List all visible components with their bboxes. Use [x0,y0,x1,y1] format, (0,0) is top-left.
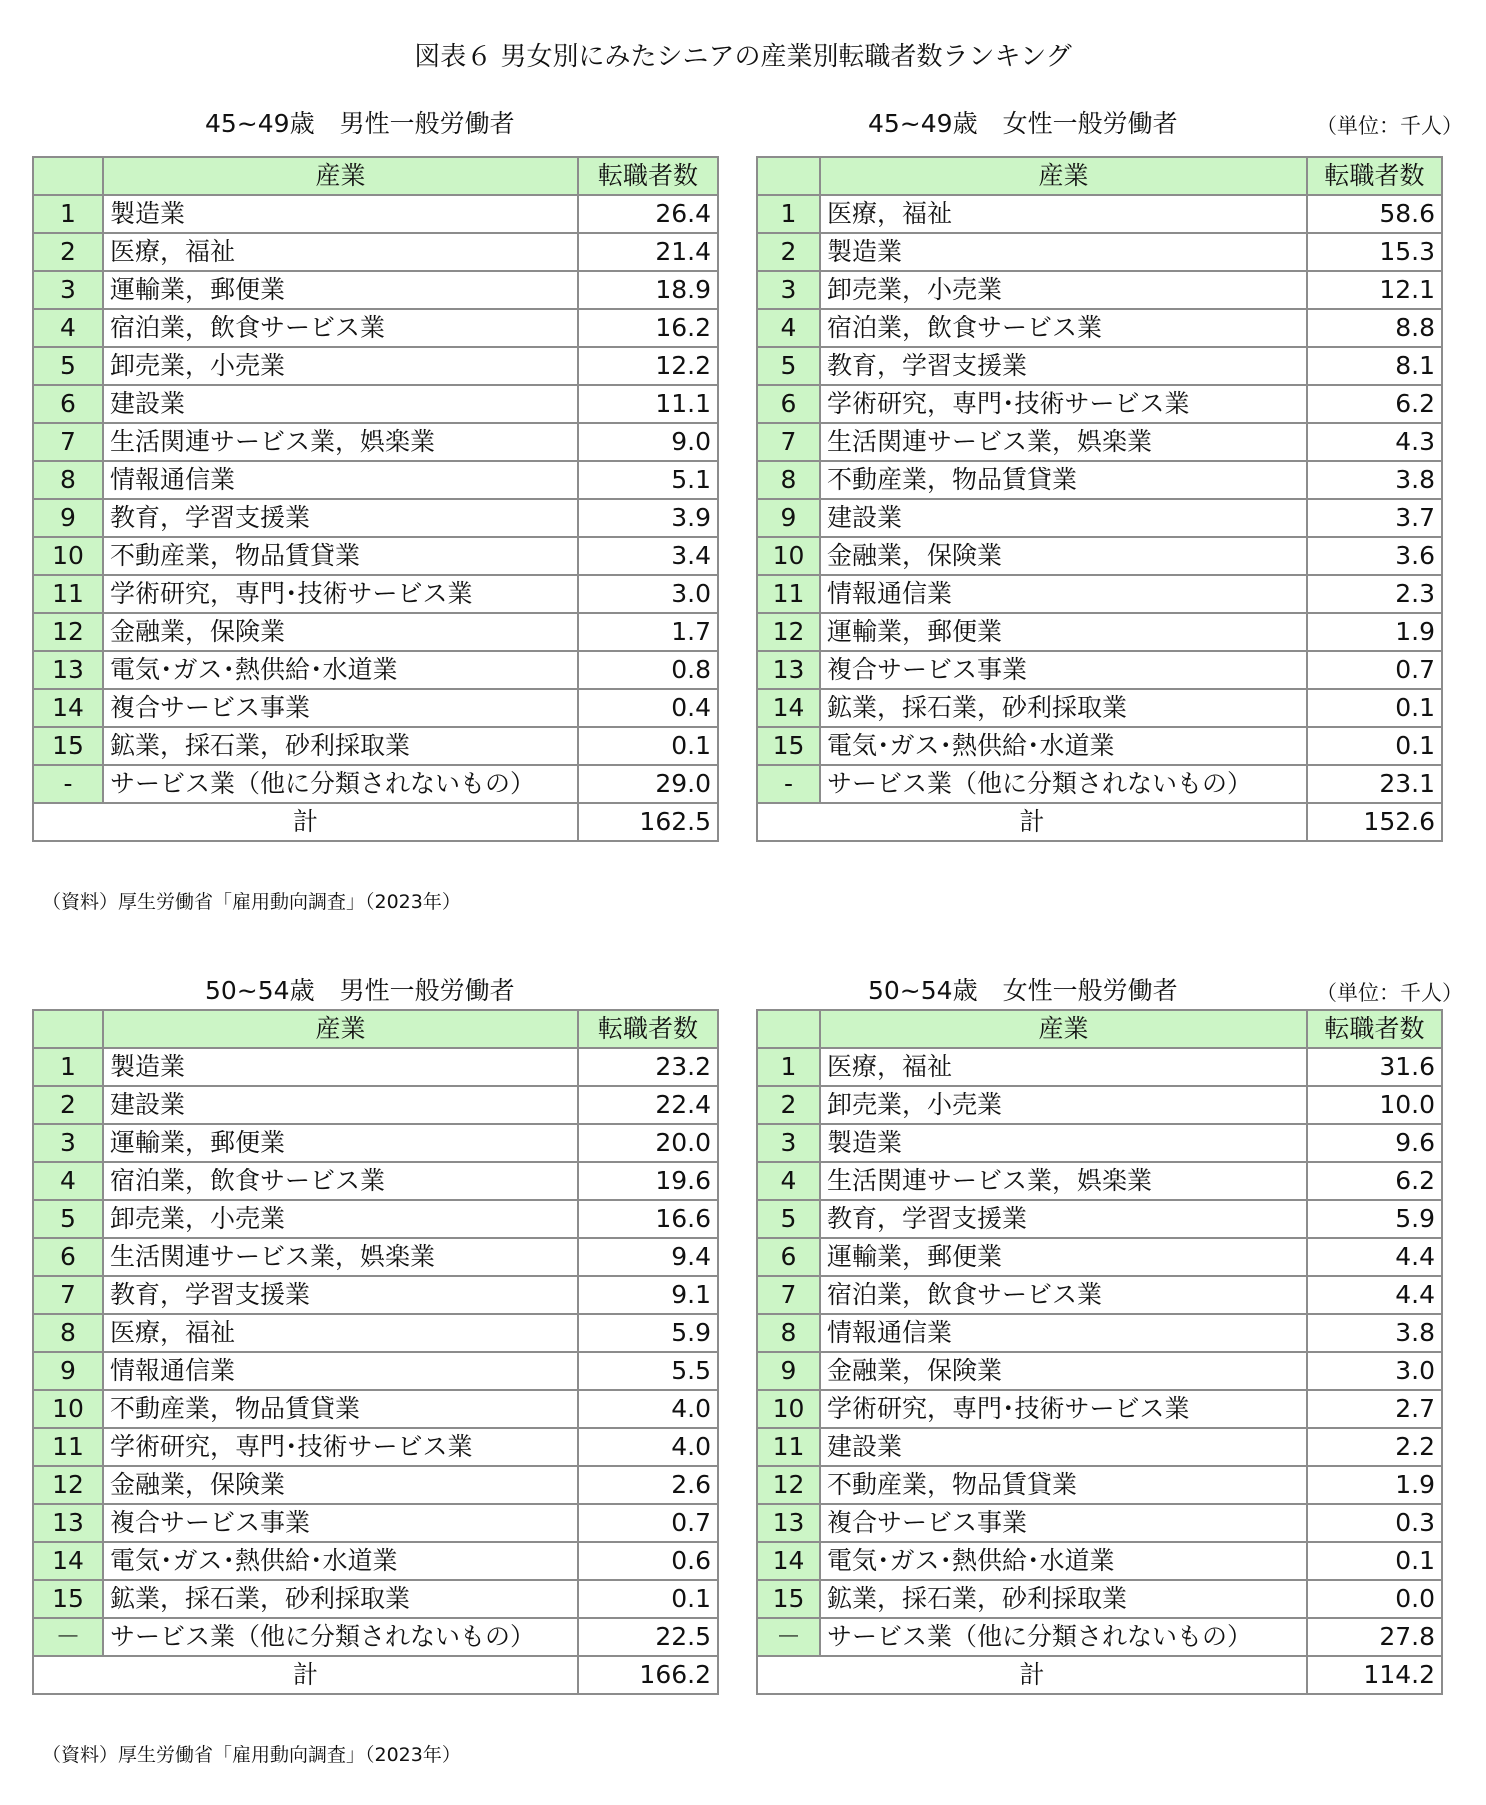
rank-cell: 9 [757,1352,820,1390]
rank-cell: 12 [757,1466,820,1504]
rank-cell: 12 [757,613,820,651]
table-row [757,613,1442,651]
count-cell: 8.1 [1307,347,1442,385]
table-row [757,1200,1442,1238]
rank-cell: 8 [757,461,820,499]
count-cell: 12.1 [1307,271,1442,309]
table-row [33,1580,718,1618]
header-count-cell: 転職者数 [578,157,718,195]
table-row [33,233,718,271]
count-cell: 0.1 [578,1580,718,1618]
rank-cell: 9 [33,499,103,537]
industry-cell: 運輸業，郵便業 [103,271,578,309]
table-row [33,347,718,385]
rank-cell: 3 [757,1124,820,1162]
rank-cell: － [757,1618,820,1656]
table-row [757,765,1442,803]
header-rank-cell [33,157,103,195]
count-cell: 29.0 [578,765,718,803]
industry-cell: 卸売業，小売業 [103,347,578,385]
table-row [33,423,718,461]
industry-cell: 金融業，保険業 [103,1466,578,1504]
count-cell: 3.0 [1307,1352,1442,1390]
rank-cell: 11 [33,1428,103,1466]
count-cell: 16.2 [578,309,718,347]
industry-cell: 金融業，保険業 [820,1352,1307,1390]
industry-cell: 情報通信業 [820,575,1307,613]
count-cell: 0.7 [1307,651,1442,689]
industry-cell: 教育，学習支援業 [103,1276,578,1314]
table-row [757,385,1442,423]
table-row [33,537,718,575]
rank-cell: 2 [33,1086,103,1124]
rank-cell: 5 [33,1200,103,1238]
rank-cell: 3 [33,1124,103,1162]
industry-cell: 電気･ガス･熱供給･水道業 [820,1542,1307,1580]
count-cell: 1.9 [1307,1466,1442,1504]
count-cell: 5.5 [578,1352,718,1390]
rank-cell: 13 [757,1504,820,1542]
rank-cell: 1 [33,1048,103,1086]
table-row [33,1618,718,1656]
industry-cell: 建設業 [103,385,578,423]
ranking-table-50-54-female [756,1009,1443,1695]
industry-cell: 建設業 [103,1086,578,1124]
rank-cell: 6 [33,385,103,423]
count-cell: 31.6 [1307,1048,1442,1086]
industry-cell: 医療，福祉 [820,1048,1307,1086]
industry-cell: 教育，学習支援業 [820,1200,1307,1238]
count-cell: 23.2 [578,1048,718,1086]
count-cell: 21.4 [578,233,718,271]
table-row [33,195,718,233]
table-row [757,1314,1442,1352]
industry-cell: 電気･ガス･熱供給･水道業 [820,727,1307,765]
header-rank-cell [757,157,820,195]
rank-cell: 13 [757,651,820,689]
industry-cell: 複合サービス事業 [103,1504,578,1542]
count-cell: 2.7 [1307,1390,1442,1428]
table-row [33,1124,718,1162]
rank-cell: 12 [33,613,103,651]
count-cell: 8.8 [1307,309,1442,347]
table-row [33,1390,718,1428]
table-row [33,1200,718,1238]
table-row [757,423,1442,461]
rank-cell: 9 [33,1352,103,1390]
rank-cell: 8 [33,461,103,499]
count-cell: 1.7 [578,613,718,651]
rank-cell: 8 [33,1314,103,1352]
rank-cell: 5 [33,347,103,385]
count-cell: 27.8 [1307,1618,1442,1656]
industry-cell: 宿泊業，飲食サービス業 [103,1162,578,1200]
industry-cell: 製造業 [103,1048,578,1086]
industry-cell: 医療，福祉 [820,195,1307,233]
table-row [33,1314,718,1352]
table-row [757,1618,1442,1656]
industry-cell: 宿泊業，飲食サービス業 [820,309,1307,347]
table-row [33,1466,718,1504]
industry-cell: サービス業（他に分類されないもの） [103,765,578,803]
table-row [757,1504,1442,1542]
table-row [757,1162,1442,1200]
industry-cell: 製造業 [820,1124,1307,1162]
rank-cell: 5 [757,347,820,385]
rank-cell: 4 [757,309,820,347]
table-row [757,727,1442,765]
table-row [757,575,1442,613]
table-header-row [33,157,718,195]
industry-cell: 学術研究，専門･技術サービス業 [103,575,578,613]
rank-cell: 1 [33,195,103,233]
rank-cell: 7 [757,423,820,461]
industry-cell: 情報通信業 [820,1314,1307,1352]
total-value-cell: 114.2 [1307,1656,1442,1694]
header-industry-cell: 産業 [820,1010,1307,1048]
table-row [757,499,1442,537]
industry-cell: 製造業 [820,233,1307,271]
table-row [33,727,718,765]
header-count-cell: 転職者数 [1307,1010,1442,1048]
total-row [757,1656,1442,1694]
rank-cell: - [757,765,820,803]
ranking-table-50-54-male [32,1009,719,1695]
table-header-row [757,157,1442,195]
industry-cell: 複合サービス事業 [820,651,1307,689]
total-row [757,803,1442,841]
total-label-cell: 計 [757,1656,1307,1694]
table-row [757,461,1442,499]
unit-label-top: （単位：千人） [1316,114,1463,138]
table-caption-50-54-male: 50~54歳 男性一般労働者 [205,976,515,1005]
count-cell: 4.4 [1307,1238,1442,1276]
industry-cell: 建設業 [820,1428,1307,1466]
rank-cell: 5 [757,1200,820,1238]
count-cell: 22.5 [578,1618,718,1656]
rank-cell: 10 [757,1390,820,1428]
source-note-top: （資料）厚生労働省「雇用動向調査」（2023年） [42,891,461,913]
count-cell: 22.4 [578,1086,718,1124]
ranking-table-45-49-male [32,156,719,842]
industry-cell: サービス業（他に分類されないもの） [820,1618,1307,1656]
industry-cell: 不動産業，物品賃貸業 [820,1466,1307,1504]
table-row [757,1086,1442,1124]
industry-cell: 宿泊業，飲食サービス業 [820,1276,1307,1314]
industry-cell: 電気･ガス･熱供給･水道業 [103,651,578,689]
header-rank-cell [757,1010,820,1048]
count-cell: 16.6 [578,1200,718,1238]
rank-cell: 9 [757,499,820,537]
count-cell: 3.4 [578,537,718,575]
table-row [33,461,718,499]
table-row [33,613,718,651]
count-cell: 4.0 [578,1428,718,1466]
table-row [33,1162,718,1200]
count-cell: 3.6 [1307,537,1442,575]
industry-cell: サービス業（他に分類されないもの） [820,765,1307,803]
count-cell: 3.7 [1307,499,1442,537]
table-row [757,1466,1442,1504]
rank-cell: - [33,765,103,803]
count-cell: 2.3 [1307,575,1442,613]
rank-cell: 2 [757,233,820,271]
count-cell: 2.6 [578,1466,718,1504]
rank-cell: 1 [757,195,820,233]
count-cell: 5.9 [578,1314,718,1352]
rank-cell: 6 [33,1238,103,1276]
header-rank-cell [33,1010,103,1048]
industry-cell: 生活関連サービス業，娯楽業 [820,1162,1307,1200]
count-cell: 0.3 [1307,1504,1442,1542]
table-row [33,1352,718,1390]
table-row [33,309,718,347]
count-cell: 0.1 [1307,1542,1442,1580]
total-row [33,803,718,841]
count-cell: 9.0 [578,423,718,461]
table-row [33,1048,718,1086]
rank-cell: 3 [757,271,820,309]
count-cell: 6.2 [1307,1162,1442,1200]
industry-cell: 運輸業，郵便業 [820,1238,1307,1276]
count-cell: 3.0 [578,575,718,613]
rank-cell: 10 [757,537,820,575]
count-cell: 3.8 [1307,1314,1442,1352]
table-row [757,233,1442,271]
rank-cell: 7 [33,1276,103,1314]
industry-cell: 卸売業，小売業 [820,1086,1307,1124]
count-cell: 2.2 [1307,1428,1442,1466]
ranking-table-45-49-female [756,156,1443,842]
total-label-cell: 計 [757,803,1307,841]
source-note-bottom: （資料）厚生労働省「雇用動向調査」（2023年） [42,1744,461,1766]
industry-cell: 電気･ガス･熱供給･水道業 [103,1542,578,1580]
table-row [33,651,718,689]
rank-cell: 2 [757,1086,820,1124]
industry-cell: 複合サービス事業 [820,1504,1307,1542]
industry-cell: 不動産業，物品賃貸業 [820,461,1307,499]
industry-cell: 金融業，保険業 [820,537,1307,575]
table-row [33,1276,718,1314]
unit-label-bottom: （単位：千人） [1316,981,1463,1005]
table-row [33,1542,718,1580]
count-cell: 9.4 [578,1238,718,1276]
table-caption-45-49-male: 45~49歳 男性一般労働者 [205,109,515,138]
count-cell: 23.1 [1307,765,1442,803]
table-row [757,309,1442,347]
rank-cell: 14 [757,1542,820,1580]
industry-cell: 鉱業，採石業，砂利採取業 [820,689,1307,727]
table-row [757,1580,1442,1618]
count-cell: 5.1 [578,461,718,499]
table-row [757,1352,1442,1390]
count-cell: 0.1 [1307,727,1442,765]
table-row [757,1542,1442,1580]
industry-cell: 情報通信業 [103,461,578,499]
rank-cell: 6 [757,1238,820,1276]
table-row [33,1504,718,1542]
table-caption-50-54-female: 50~54歳 女性一般労働者 [868,976,1178,1005]
total-row [33,1656,718,1694]
rank-cell: 15 [33,1580,103,1618]
count-cell: 19.6 [578,1162,718,1200]
industry-cell: 複合サービス事業 [103,689,578,727]
table-row [757,347,1442,385]
rank-cell: 3 [33,271,103,309]
rank-cell: 2 [33,233,103,271]
table-row [33,385,718,423]
table-row [757,537,1442,575]
count-cell: 3.8 [1307,461,1442,499]
count-cell: 5.9 [1307,1200,1442,1238]
industry-cell: 生活関連サービス業，娯楽業 [820,423,1307,461]
header-count-cell: 転職者数 [1307,157,1442,195]
table-row [33,1238,718,1276]
figure-title: 図表６ 男女別にみたシニアの産業別転職者数ランキング [414,42,1072,72]
industry-cell: 建設業 [820,499,1307,537]
rank-cell: 11 [757,575,820,613]
industry-cell: 鉱業，採石業，砂利採取業 [103,1580,578,1618]
count-cell: 0.1 [1307,689,1442,727]
rank-cell: 15 [33,727,103,765]
table-row [33,1086,718,1124]
table-row [757,1276,1442,1314]
industry-cell: 学術研究，専門･技術サービス業 [820,1390,1307,1428]
industry-cell: 情報通信業 [103,1352,578,1390]
total-value-cell: 162.5 [578,803,718,841]
rank-cell: 7 [33,423,103,461]
header-industry-cell: 産業 [103,157,578,195]
count-cell: 0.1 [578,727,718,765]
rank-cell: 1 [757,1048,820,1086]
rank-cell: 12 [33,1466,103,1504]
industry-cell: 教育，学習支援業 [820,347,1307,385]
rank-cell: 15 [757,1580,820,1618]
count-cell: 11.1 [578,385,718,423]
count-cell: 4.0 [578,1390,718,1428]
industry-cell: 宿泊業，飲食サービス業 [103,309,578,347]
table-caption-45-49-female: 45~49歳 女性一般労働者 [868,109,1178,138]
rank-cell: 4 [33,1162,103,1200]
industry-cell: 学術研究，専門･技術サービス業 [820,385,1307,423]
total-label-cell: 計 [33,1656,578,1694]
industry-cell: 医療，福祉 [103,1314,578,1352]
count-cell: 12.2 [578,347,718,385]
count-cell: 9.6 [1307,1124,1442,1162]
count-cell: 58.6 [1307,195,1442,233]
industry-cell: 生活関連サービス業，娯楽業 [103,1238,578,1276]
industry-cell: 学術研究，専門･技術サービス業 [103,1428,578,1466]
industry-cell: 卸売業，小売業 [820,271,1307,309]
rank-cell: 15 [757,727,820,765]
header-industry-cell: 産業 [820,157,1307,195]
rank-cell: 11 [33,575,103,613]
table-row [757,689,1442,727]
rank-cell: 10 [33,537,103,575]
industry-cell: 鉱業，採石業，砂利採取業 [103,727,578,765]
table-header-row [33,1010,718,1048]
rank-cell: 4 [757,1162,820,1200]
table-row [33,689,718,727]
count-cell: 0.8 [578,651,718,689]
count-cell: 26.4 [578,195,718,233]
industry-cell: 運輸業，郵便業 [103,1124,578,1162]
count-cell: 15.3 [1307,233,1442,271]
rank-cell: 14 [33,689,103,727]
rank-cell: 13 [33,651,103,689]
table-row [33,271,718,309]
count-cell: 20.0 [578,1124,718,1162]
table-row [757,1390,1442,1428]
rank-cell: 13 [33,1504,103,1542]
table-row [757,195,1442,233]
rank-cell: 4 [33,309,103,347]
industry-cell: 教育，学習支援業 [103,499,578,537]
rank-cell: 11 [757,1428,820,1466]
table-row [757,1124,1442,1162]
rank-cell: 7 [757,1276,820,1314]
table-row [757,1428,1442,1466]
count-cell: 6.2 [1307,385,1442,423]
count-cell: 4.3 [1307,423,1442,461]
industry-cell: 不動産業，物品賃貸業 [103,537,578,575]
table-row [757,1048,1442,1086]
table-row [757,651,1442,689]
table-row [33,1428,718,1466]
rank-cell: － [33,1618,103,1656]
table-header-row [757,1010,1442,1048]
industry-cell: 卸売業，小売業 [103,1200,578,1238]
count-cell: 4.4 [1307,1276,1442,1314]
rank-cell: 10 [33,1390,103,1428]
count-cell: 3.9 [578,499,718,537]
count-cell: 0.7 [578,1504,718,1542]
rank-cell: 14 [33,1542,103,1580]
industry-cell: サービス業（他に分類されないもの） [103,1618,578,1656]
total-label-cell: 計 [33,803,578,841]
industry-cell: 製造業 [103,195,578,233]
count-cell: 0.6 [578,1542,718,1580]
count-cell: 1.9 [1307,613,1442,651]
table-row [33,765,718,803]
rank-cell: 14 [757,689,820,727]
header-count-cell: 転職者数 [578,1010,718,1048]
table-row [33,499,718,537]
total-value-cell: 152.6 [1307,803,1442,841]
count-cell: 10.0 [1307,1086,1442,1124]
rank-cell: 8 [757,1314,820,1352]
industry-cell: 鉱業，採石業，砂利採取業 [820,1580,1307,1618]
industry-cell: 金融業，保険業 [103,613,578,651]
header-industry-cell: 産業 [103,1010,578,1048]
count-cell: 9.1 [578,1276,718,1314]
table-row [757,1238,1442,1276]
count-cell: 18.9 [578,271,718,309]
rank-cell: 6 [757,385,820,423]
industry-cell: 運輸業，郵便業 [820,613,1307,651]
count-cell: 0.4 [578,689,718,727]
industry-cell: 医療，福祉 [103,233,578,271]
industry-cell: 生活関連サービス業，娯楽業 [103,423,578,461]
table-row [757,271,1442,309]
total-value-cell: 166.2 [578,1656,718,1694]
table-row [33,575,718,613]
count-cell: 0.0 [1307,1580,1442,1618]
industry-cell: 不動産業，物品賃貸業 [103,1390,578,1428]
